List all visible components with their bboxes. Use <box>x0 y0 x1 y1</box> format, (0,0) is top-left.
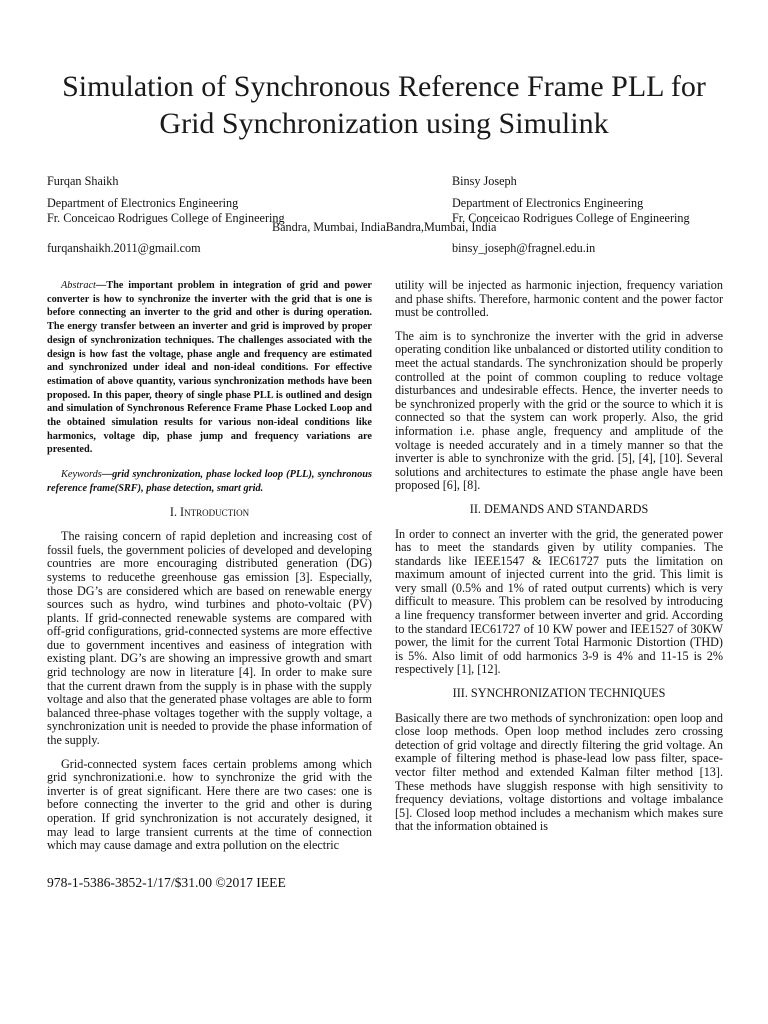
paragraph: Basically there are two methods of synchronization: open loop and close loop methods. Open loop method includes zero crossing detection of grid voltage and directly filtering the grid voltage. An example of filtering method is phase-lead low pass filter, space-vector filter method and extended Kalman filter method [13]. These methods have sluggish response with high sensitivity to frequency deviations, voltage distortions and voltage imbalance [5]. Closed loop method includes a mechanism which makes sure that the information obtained is <box>395 710 723 834</box>
keywords-text: —grid synchronization, phase locked loop (PLL), synchronous reference frame(SRF), phase detection, smart grid. <box>47 469 372 494</box>
keywords-label: Keywords <box>61 469 102 481</box>
author-email: binsy_joseph@fragnel.edu.in <box>452 241 596 255</box>
author-email: furqanshaikh.2011@gmail.com <box>47 241 201 255</box>
abstract-label: Abstract <box>61 280 96 291</box>
paper-title <box>30 68 738 142</box>
right-column <box>395 279 723 834</box>
keywords <box>47 468 372 495</box>
author-department: Department of Electronics Engineering <box>47 196 239 210</box>
author-block-2 <box>452 174 690 256</box>
section-heading-introduction: I. Introduction <box>169 504 250 519</box>
left-column <box>47 279 372 853</box>
paragraph: The aim is to synchronize the inverter with the grid in adverse operating condition like unbalanced or distorted utility condition to meet the actual standards. The synchronization should be properly controlled at the point of common coupling to reduce voltage disturbances and undesirable effects. Hence, the inverter needs to be synchronized properly with the grid or the source to which it is connected so that the system can work properly. Also, the grid information i.e. phase angle, frequency and amplitude of the voltage is needed accurately and in a timely manner so that the inverter is able to synchronize with the grid. [5], [4], [10]. Several solutions and architectures to estimate the phase angle have been proposed [6], [8]. <box>395 328 723 493</box>
paragraph: Grid-connected system faces certain problems among which grid synchronizationi.e. how to synchronize the grid with the inverter is of great significant. Here there are two cases: one is before connecting the inverter to the grid and other is during operation. If grid synchronization is not accurately designed, it may lead to large transient currents at the time of connection which may cause damage and extra pollution on the electric <box>47 756 372 853</box>
abstract <box>47 279 372 457</box>
author-location: Bandra, Mumbai, IndiaBandra,Mumbai, India <box>272 220 497 234</box>
author-department: Department of Electronics Engineering <box>452 196 644 210</box>
title-line-2: Grid Synchronization using Simulink <box>159 107 609 140</box>
author-block-1 <box>47 174 285 256</box>
author-college: Fr. Conceicao Rodrigues College of Engineering <box>47 211 285 225</box>
paragraph: In order to connect an inverter with the grid, the generated power has to meet the standards given by utility companies. The standards like IEEE1547 & IEC61727 puts the limitation on maximum amount of injected current into the grid. This limit is very small (0.5% and 1% of rated output currents) which is very difficult to measure. This problem can be resolved by introducing a line frequency transformer between inverter and grid. According to the standard IEC61727 of 10 KW power and IEE1527 of 30KW power, the limit for the current Total Harmonic Distortion (THD) is 5%. Also limit of odd harmonics 3-9 is 4% and 11-15 is 2% respectively [1], [12]. <box>395 526 723 677</box>
author-college: Fr. Conceicao Rodrigues College of Engineering <box>452 211 690 225</box>
paragraph: The raising concern of rapid depletion and increasing cost of fossil fuels, the government policies of developed and developing countries are more encouraging distributed generation (DG) systems to reducethe greenhouse gas emission [3]. Especially, those DG’s are considered which are based on renewable energy sources such as hydro, wind turbines and photo-voltaic (PV) plants. If grid-connected renewable systems are compared with off-grid configurations, grid-connected systems are more effective due to government incentives and easiness of integration with existing plant. DG’s are showing an impressive growth and smart grid technology are now in literature [4]. In order to make sure that the current drawn from the supply is in phase with the supply voltage and also that the generated phase voltages are able to form balanced three-phase voltages together with the supply voltage, a synchronization unit is needed to provide the phase information of the supply. <box>47 529 372 748</box>
paragraph: utility will be injected as harmonic injection, frequency variation and phase shifts. Therefore, harmonic content and the power factor must be controlled. <box>395 278 723 320</box>
abstract-text: —The important problem in integration of grid and power converter is how to synchronize the inverter with the grid that is one is before connecting an inverter to the grid and other is during operation. The energy transfer between an inverter and grid is improved by proper design of synchronization techniques. The challenges associated with the design is how fast the voltage, phase angle and frequency are estimated and synchronized under ideal and non-ideal conditions. For effective estimation of above quantity, various synchronization methods have been proposed. In this paper, theory of single phase PLL is outlined and design and simulation of Synchronous Reference Frame Phase Locked Loop and the obtained simulation results for various non-ideal conditions like harmonics, voltage dip, phase jump and frequency variations are presented. <box>47 280 372 456</box>
section-heading-synchronization: III. SYNCHRONIZATION TECHNIQUES <box>452 686 666 701</box>
author-name: Furqan Shaikh <box>47 174 119 188</box>
author-name: Binsy Joseph <box>452 174 517 188</box>
section-heading-demands: II. DEMANDS AND STANDARDS <box>469 501 649 516</box>
title-line-1: Simulation of Synchronous Reference Frame PLL for <box>62 70 706 103</box>
copyright-footer: 978-1-5386-3852-1/17/$31.00 ©2017 IEEE <box>47 875 286 890</box>
